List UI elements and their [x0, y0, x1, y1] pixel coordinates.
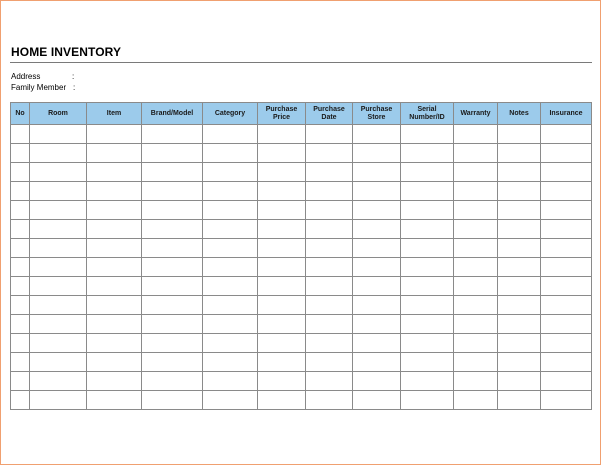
table-cell[interactable]	[498, 239, 541, 258]
table-cell[interactable]	[401, 372, 454, 391]
table-cell[interactable]	[498, 372, 541, 391]
table-cell[interactable]	[258, 125, 306, 144]
table-cell[interactable]	[11, 372, 30, 391]
table-cell[interactable]	[203, 182, 258, 201]
table-cell[interactable]	[498, 220, 541, 239]
table-row	[11, 315, 592, 334]
table-cell[interactable]	[87, 182, 142, 201]
table-cell[interactable]	[454, 296, 498, 315]
table-cell[interactable]	[498, 296, 541, 315]
column-header: Serial Number/ID	[401, 103, 454, 125]
table-cell[interactable]	[541, 258, 592, 277]
table-cell[interactable]	[306, 220, 353, 239]
column-header: Purchase Date	[306, 103, 353, 125]
table-cell[interactable]	[541, 353, 592, 372]
table-cell[interactable]	[306, 391, 353, 410]
table-cell[interactable]	[498, 182, 541, 201]
table-cell[interactable]	[142, 201, 203, 220]
table-cell[interactable]	[87, 163, 142, 182]
table-cell[interactable]	[142, 315, 203, 334]
table-cell[interactable]	[306, 296, 353, 315]
column-header: Category	[203, 103, 258, 125]
table-cell[interactable]	[401, 163, 454, 182]
table-cell[interactable]	[11, 182, 30, 201]
column-header: Purchase Store	[353, 103, 401, 125]
family-member-label: Family Member	[11, 83, 67, 92]
table-row	[11, 220, 592, 239]
table-cell[interactable]	[353, 144, 401, 163]
table-cell[interactable]	[541, 334, 592, 353]
table-row	[11, 296, 592, 315]
table-cell[interactable]	[353, 296, 401, 315]
table-cell[interactable]	[401, 201, 454, 220]
table-cell[interactable]	[401, 353, 454, 372]
table-cell[interactable]	[11, 277, 30, 296]
table-row	[11, 372, 592, 391]
table-cell[interactable]	[401, 391, 454, 410]
table-cell[interactable]	[142, 258, 203, 277]
table-cell[interactable]	[87, 353, 142, 372]
table-cell[interactable]	[258, 277, 306, 296]
table-cell[interactable]	[142, 296, 203, 315]
table-cell[interactable]	[541, 296, 592, 315]
table-cell[interactable]	[454, 163, 498, 182]
table-cell[interactable]	[306, 258, 353, 277]
title-divider	[10, 62, 592, 63]
table-body	[11, 125, 592, 410]
column-header: Purchase Price	[258, 103, 306, 125]
table-cell[interactable]	[30, 163, 87, 182]
table-cell[interactable]	[203, 201, 258, 220]
table-cell[interactable]	[258, 182, 306, 201]
table-cell[interactable]	[87, 201, 142, 220]
table-cell[interactable]	[454, 372, 498, 391]
table-cell[interactable]	[401, 182, 454, 201]
table-cell[interactable]	[30, 353, 87, 372]
column-header: Notes	[498, 103, 541, 125]
table-cell[interactable]	[142, 125, 203, 144]
table-cell[interactable]	[541, 163, 592, 182]
table-cell[interactable]	[306, 334, 353, 353]
table-cell[interactable]	[353, 220, 401, 239]
table-cell[interactable]	[353, 125, 401, 144]
table-cell[interactable]	[401, 296, 454, 315]
table-cell[interactable]	[306, 353, 353, 372]
table-row	[11, 125, 592, 144]
table-cell[interactable]	[498, 125, 541, 144]
table-cell[interactable]	[258, 391, 306, 410]
table-cell[interactable]	[11, 353, 30, 372]
table-cell[interactable]	[11, 163, 30, 182]
table-cell[interactable]	[30, 296, 87, 315]
table-cell[interactable]	[11, 258, 30, 277]
table-cell[interactable]	[11, 334, 30, 353]
table-cell[interactable]	[142, 391, 203, 410]
table-cell[interactable]	[401, 315, 454, 334]
table-cell[interactable]	[30, 182, 87, 201]
table-cell[interactable]	[454, 220, 498, 239]
table-cell[interactable]	[203, 163, 258, 182]
table-cell[interactable]	[401, 239, 454, 258]
table-cell[interactable]	[30, 258, 87, 277]
table-cell[interactable]	[30, 220, 87, 239]
table-row	[11, 182, 592, 201]
table-cell[interactable]	[30, 201, 87, 220]
table-cell[interactable]	[353, 353, 401, 372]
table-cell[interactable]	[258, 296, 306, 315]
table-cell[interactable]	[541, 125, 592, 144]
column-header: Brand/Model	[142, 103, 203, 125]
table-row	[11, 144, 592, 163]
table-cell[interactable]	[353, 182, 401, 201]
table-cell[interactable]	[498, 277, 541, 296]
table-cell[interactable]	[454, 258, 498, 277]
table-cell[interactable]	[401, 334, 454, 353]
table-row	[11, 163, 592, 182]
table-row	[11, 353, 592, 372]
table-cell[interactable]	[353, 334, 401, 353]
table-cell[interactable]	[258, 258, 306, 277]
table-cell[interactable]	[454, 125, 498, 144]
table-cell[interactable]	[203, 334, 258, 353]
table-cell[interactable]	[306, 125, 353, 144]
column-header: Warranty	[454, 103, 498, 125]
table-cell[interactable]	[87, 239, 142, 258]
table-cell[interactable]	[203, 372, 258, 391]
table-cell[interactable]	[30, 277, 87, 296]
address-label: Address	[11, 72, 41, 81]
table-cell[interactable]	[30, 334, 87, 353]
table-cell[interactable]	[306, 201, 353, 220]
table-cell[interactable]	[11, 296, 30, 315]
table-row	[11, 334, 592, 353]
table-cell[interactable]	[87, 277, 142, 296]
table-cell[interactable]	[203, 296, 258, 315]
table-cell[interactable]	[401, 144, 454, 163]
table-cell[interactable]	[498, 353, 541, 372]
page-title: HOME INVENTORY	[11, 45, 122, 59]
table-cell[interactable]	[498, 163, 541, 182]
table-cell[interactable]	[203, 220, 258, 239]
table-row	[11, 258, 592, 277]
table-cell[interactable]	[306, 372, 353, 391]
table-cell[interactable]	[454, 353, 498, 372]
table-cell[interactable]	[401, 125, 454, 144]
table-cell[interactable]	[203, 277, 258, 296]
table-cell[interactable]	[541, 201, 592, 220]
table-cell[interactable]	[30, 239, 87, 258]
table-cell[interactable]	[454, 334, 498, 353]
table-cell[interactable]	[401, 258, 454, 277]
table-cell[interactable]	[541, 220, 592, 239]
table-cell[interactable]	[11, 144, 30, 163]
inventory-table	[10, 102, 592, 410]
table-cell[interactable]	[541, 315, 592, 334]
table-cell[interactable]	[353, 239, 401, 258]
table-cell[interactable]	[541, 239, 592, 258]
table-cell[interactable]	[11, 239, 30, 258]
table-cell[interactable]	[203, 258, 258, 277]
table-cell[interactable]	[454, 391, 498, 410]
table-cell[interactable]	[306, 182, 353, 201]
table-cell[interactable]	[142, 220, 203, 239]
table-cell[interactable]	[11, 201, 30, 220]
table-cell[interactable]	[30, 391, 87, 410]
table-cell[interactable]	[454, 277, 498, 296]
table-cell[interactable]	[203, 239, 258, 258]
table-cell[interactable]	[203, 315, 258, 334]
table-cell[interactable]	[87, 296, 142, 315]
column-header: Item	[87, 103, 142, 125]
table-cell[interactable]	[258, 163, 306, 182]
table-row	[11, 239, 592, 258]
table-cell[interactable]	[498, 258, 541, 277]
table-cell[interactable]	[142, 144, 203, 163]
family-member-separator: :	[73, 83, 76, 92]
table-cell[interactable]	[454, 315, 498, 334]
table-cell[interactable]	[454, 182, 498, 201]
table-cell[interactable]	[87, 315, 142, 334]
table-cell[interactable]	[306, 239, 353, 258]
table-cell[interactable]	[258, 353, 306, 372]
table-cell[interactable]	[87, 220, 142, 239]
table-cell[interactable]	[353, 163, 401, 182]
table-cell[interactable]	[353, 258, 401, 277]
family-member-line	[11, 83, 76, 93]
table-cell[interactable]	[306, 163, 353, 182]
table-cell[interactable]	[87, 334, 142, 353]
table-cell[interactable]	[353, 201, 401, 220]
table-cell[interactable]	[87, 144, 142, 163]
table-cell[interactable]	[258, 315, 306, 334]
table-cell[interactable]	[142, 277, 203, 296]
table-cell[interactable]	[203, 144, 258, 163]
column-header: No	[11, 103, 30, 125]
table-cell[interactable]	[498, 334, 541, 353]
table-cell[interactable]	[258, 239, 306, 258]
table-cell[interactable]	[498, 144, 541, 163]
table-cell[interactable]	[87, 258, 142, 277]
table-cell[interactable]	[258, 144, 306, 163]
table-cell[interactable]	[142, 239, 203, 258]
table-cell[interactable]	[306, 277, 353, 296]
table-cell[interactable]	[454, 201, 498, 220]
table-cell[interactable]	[142, 182, 203, 201]
table-cell[interactable]	[498, 315, 541, 334]
header-row	[11, 103, 592, 125]
table-row	[11, 391, 592, 410]
table-cell[interactable]	[142, 353, 203, 372]
table-cell[interactable]	[498, 201, 541, 220]
table-cell[interactable]	[87, 391, 142, 410]
column-header: Insurance	[541, 103, 592, 125]
address-separator: :	[72, 72, 75, 81]
table-cell[interactable]	[353, 315, 401, 334]
table-cell[interactable]	[30, 144, 87, 163]
table-cell[interactable]	[498, 391, 541, 410]
table-cell[interactable]	[401, 277, 454, 296]
table-cell[interactable]	[541, 182, 592, 201]
table-cell[interactable]	[306, 315, 353, 334]
table-cell[interactable]	[258, 220, 306, 239]
table-cell[interactable]	[401, 220, 454, 239]
table-cell[interactable]	[353, 391, 401, 410]
table-cell[interactable]	[11, 125, 30, 144]
table-cell[interactable]	[87, 125, 142, 144]
table-cell[interactable]	[541, 372, 592, 391]
table-cell[interactable]	[541, 391, 592, 410]
table-cell[interactable]	[11, 391, 30, 410]
table-cell[interactable]	[30, 125, 87, 144]
table-cell[interactable]	[11, 315, 30, 334]
table-row	[11, 201, 592, 220]
table-cell[interactable]	[454, 239, 498, 258]
table-cell[interactable]	[258, 372, 306, 391]
table-cell[interactable]	[30, 372, 87, 391]
table-row	[11, 277, 592, 296]
table-cell[interactable]	[142, 163, 203, 182]
table-cell[interactable]	[30, 315, 87, 334]
table-cell[interactable]	[454, 144, 498, 163]
table-cell[interactable]	[353, 277, 401, 296]
table-cell[interactable]	[142, 334, 203, 353]
table-cell[interactable]	[11, 220, 30, 239]
table-cell[interactable]	[306, 144, 353, 163]
table-cell[interactable]	[203, 353, 258, 372]
table-cell[interactable]	[258, 201, 306, 220]
column-header: Room	[30, 103, 87, 125]
table-cell[interactable]	[87, 372, 142, 391]
table-cell[interactable]	[258, 334, 306, 353]
table-cell[interactable]	[203, 391, 258, 410]
table-cell[interactable]	[142, 372, 203, 391]
table-cell[interactable]	[541, 277, 592, 296]
table-cell[interactable]	[541, 144, 592, 163]
address-line	[11, 72, 75, 82]
table-cell[interactable]	[353, 372, 401, 391]
table-cell[interactable]	[203, 125, 258, 144]
